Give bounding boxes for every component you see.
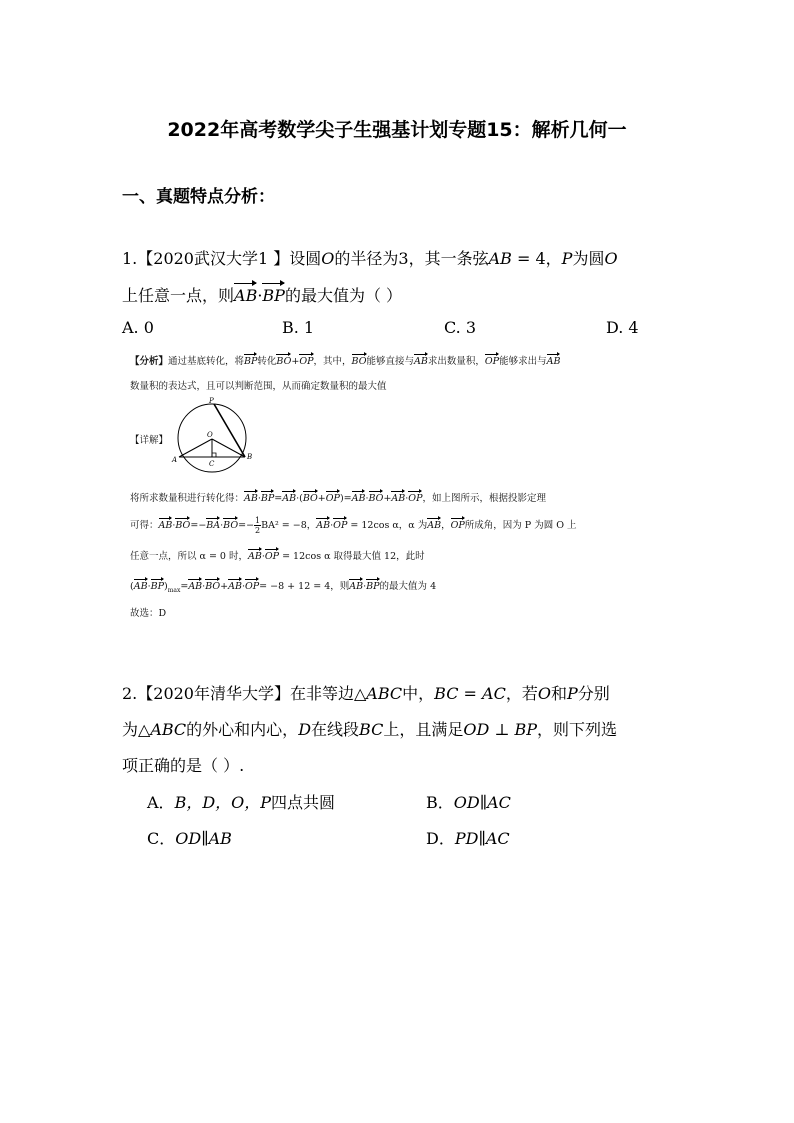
- q1-option-d: D. 4: [606, 318, 639, 337]
- q1-circle-o-2: O: [604, 249, 618, 268]
- solution-line-6: $(AB\cdot BP)_{max}=AB\cdot BO+AB\cdot OP= -8 + 12 = 4$，则AB·BP的最大值为 4: [130, 581, 437, 594]
- analysis-label: 【分析】: [130, 356, 169, 367]
- q1-prefix: 1.【2020武汉大学1 】设圆: [122, 249, 322, 268]
- vector-bp: BP: [262, 286, 285, 305]
- label-c: C: [209, 460, 215, 468]
- q2-line-1: 2.【2020年清华大学】在非等边△ABC中，BC = AC，若O和P分别: [122, 684, 610, 703]
- q1-circle-o: O: [321, 249, 335, 268]
- q2-option-b: B．OD∥AC: [426, 793, 511, 812]
- q1-comma: ，: [545, 249, 562, 268]
- section-heading: 一、真题特点分析：: [122, 187, 275, 207]
- q1-option-a: A. 0: [122, 318, 154, 337]
- page-title: 2022年高考数学尖子生强基计划专题15：解析几何一: [167, 119, 627, 141]
- q2-line-2: 为△ABC的外心和内心，D在线段BC上，且满足OD ⊥ BP，则下列选: [122, 720, 618, 739]
- solution-line-4: 可得：AB·BO=−BA·BO=− $\frac{1}{2}$ BA² = −8，AB·OP = 12cos α，α 为AB，OP所成角，因为 P 为圆 O 上: [130, 516, 577, 535]
- right-angle-mark: [212, 453, 216, 457]
- q1-line2-b: 的最大值为（ ）: [284, 286, 403, 305]
- solution-analysis-2: 数量积的表达式，且可以判断范围，从而确定数量积的最大值: [130, 381, 387, 392]
- solution-line-5: 任意一点，所以 α = 0 时，AB·OP = 12cos α 取得最大值 12，此时: [130, 551, 425, 562]
- solution-answer: 故选：D: [130, 608, 167, 619]
- q1-line2-a: 上任意一点，则: [122, 286, 235, 305]
- label-a: A: [172, 456, 178, 464]
- solution-line-3: 将所求数量积进行转化得：AB·BP=AB·(BO+OP)=AB·BO+AB·OP，如上图所示，根据投影定理: [130, 493, 546, 504]
- q1-line-1: [122, 246, 618, 269]
- q1-line-2: [122, 283, 402, 306]
- q1-option-c: C. 3: [444, 318, 477, 337]
- detail-label: 【详解】: [130, 435, 169, 446]
- circle-diagram: [170, 395, 260, 475]
- q1-point-p: P: [561, 249, 573, 268]
- q1-text-2: 为圆: [572, 249, 605, 268]
- q2-option-d: D．PD∥AC: [426, 829, 510, 848]
- fraction-half: $\frac{1}{2}$: [255, 516, 261, 535]
- label-p: P: [209, 397, 214, 405]
- q2-option-c: C．OD∥AB: [147, 829, 232, 848]
- q2-line-3: 项正确的是（ ）.: [122, 756, 245, 775]
- label-o: O: [207, 431, 213, 439]
- dot-operator: ·: [257, 286, 263, 305]
- q1-chord-len: = 4: [511, 249, 546, 268]
- solution-analysis: 【分析】通过基底转化，将BP转化BO+OP，其中，BO能够直接与AB求出数量积，OP能够求出与AB: [130, 356, 561, 367]
- q2-option-a: A．B，D，O，P四点共圆: [147, 793, 336, 812]
- q1-text: 的半径为3，其一条弦: [334, 249, 489, 268]
- vector-ab: AB: [234, 286, 258, 305]
- q1-chord: AB: [488, 249, 512, 268]
- label-b: B: [247, 453, 253, 461]
- segment-oa: [179, 439, 212, 457]
- q1-option-b: B. 1: [282, 318, 315, 337]
